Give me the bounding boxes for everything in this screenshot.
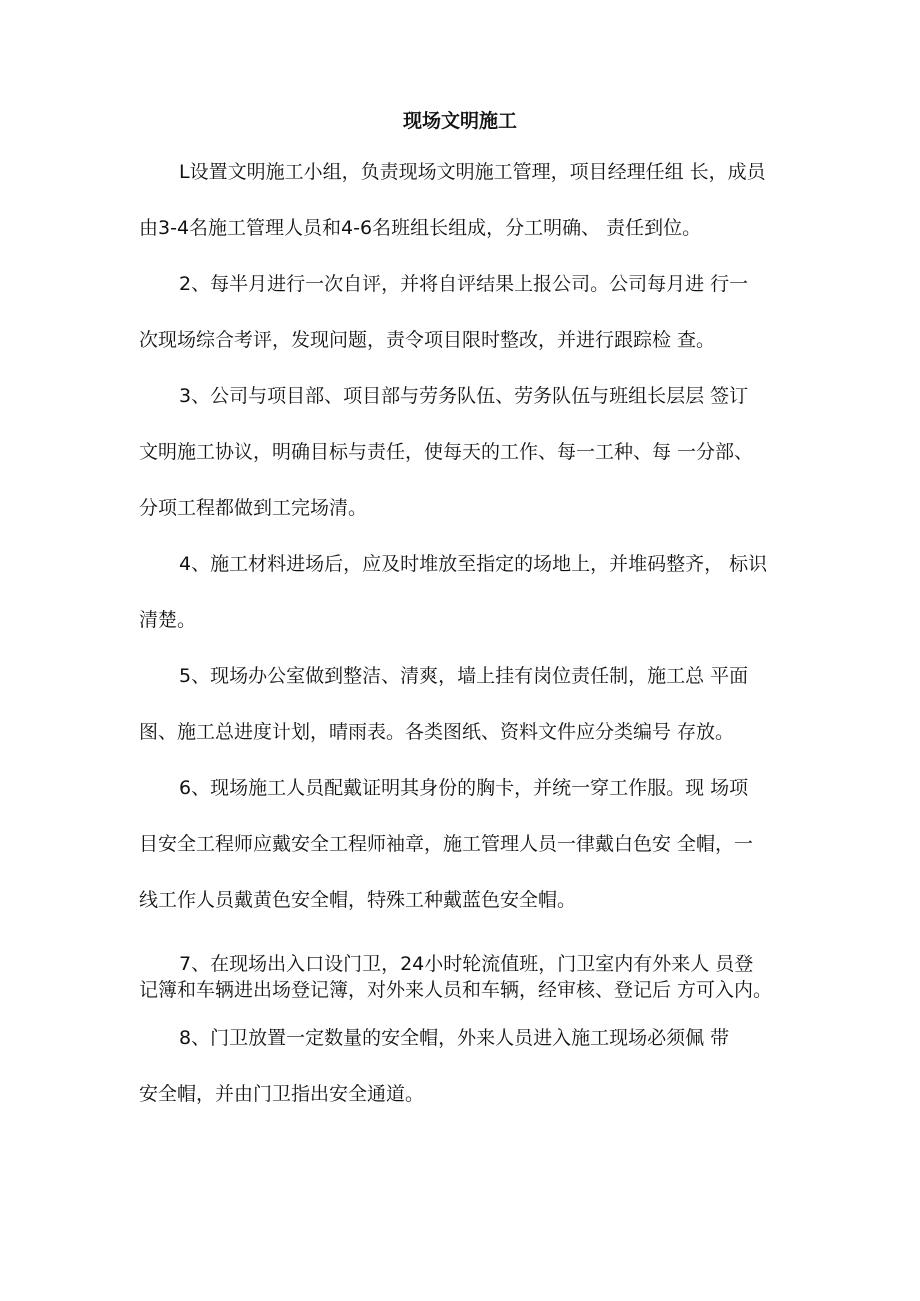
paragraph-5-line-1: 5、现场办公室做到整洁、清爽，墙上挂有岗位责任制，施工总 平面 bbox=[179, 665, 749, 687]
document-title: 现场文明施工 bbox=[402, 110, 517, 132]
paragraph-3-line-1: 3、公司与项目部、项目部与劳务队伍、劳务队伍与班组长层层 签订 bbox=[179, 385, 749, 407]
paragraph-2-line-2: 次现场综合考评，发现问题，责令项目限时整改，并进行跟踪检 查。 bbox=[139, 329, 716, 351]
paragraph-3-line-3: 分项工程都做到工完场清。 bbox=[139, 497, 368, 519]
paragraph-8-line-1: 8、门卫放置一定数量的安全帽，外来人员进入施工现场必须佩 带 bbox=[179, 1027, 730, 1049]
paragraph-1-line-1: L设置文明施工小组，负责现场文明施工管理，项目经理任组 长，成员 bbox=[179, 161, 766, 183]
paragraph-1-line-2: 由3-4名施工管理人员和4-6名班组长组成，分工明确、 责任到位。 bbox=[139, 217, 702, 239]
paragraph-7-line-1: 7、在现场出入口设门卫，24小时轮流值班，门卫室内有外来人 员登 bbox=[179, 953, 754, 975]
paragraph-6-line-1: 6、现场施工人员配戴证明其身份的胸卡，并统一穿工作服。现 场项 bbox=[179, 777, 749, 799]
paragraph-5-line-2: 图、施工总进度计划，晴雨表。各类图纸、资料文件应分类编号 存放。 bbox=[139, 721, 735, 743]
paragraph-4-line-2: 清楚。 bbox=[139, 609, 197, 631]
paragraph-8-line-2: 安全帽，并由门卫指出安全通道。 bbox=[139, 1083, 425, 1105]
paragraph-6-line-3: 线工作人员戴黄色安全帽，特殊工种戴蓝色安全帽。 bbox=[139, 889, 577, 911]
paragraph-7-line-2: 记簿和车辆进出场登记簿，对外来人员和车辆，经审核、登记后 方可入内。 bbox=[139, 979, 773, 1001]
paragraph-6-line-2: 目安全工程师应戴安全工程师袖章，施工管理人员一律戴白色安 全帽，一 bbox=[139, 833, 754, 855]
paragraph-4-line-1: 4、施工材料进场后，应及时堆放至指定的场地上，并堆码整齐， 标识 bbox=[179, 553, 768, 575]
paragraph-2-line-1: 2、每半月进行一次自评，并将自评结果上报公司。公司每月进 行一 bbox=[179, 273, 749, 295]
paragraph-3-line-2: 文明施工协议，明确目标与责任，使每天的工作、每一工种、每 一分部、 bbox=[139, 441, 754, 463]
